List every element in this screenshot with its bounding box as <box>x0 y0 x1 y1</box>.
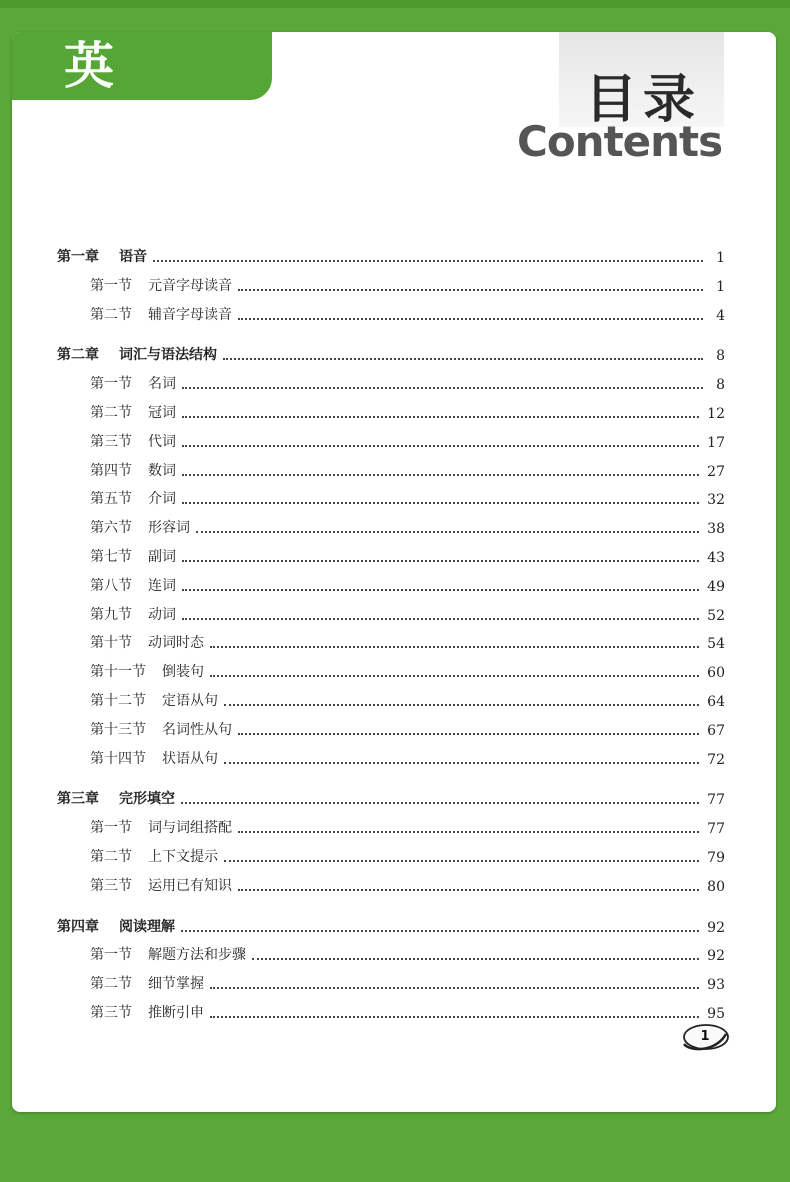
toc-chapter-row <box>57 914 725 936</box>
toc-page-number: 38 <box>707 521 725 538</box>
subject-tab: 英 语 <box>12 32 272 100</box>
dot-leader <box>224 860 699 862</box>
toc-entry-label <box>57 661 204 681</box>
toc-entry-label <box>57 460 176 480</box>
toc-section-row <box>57 544 725 566</box>
section-title: 元音字母读音 <box>148 277 232 294</box>
dot-leader <box>252 958 699 960</box>
section-title: 上下文提示 <box>148 849 218 865</box>
dot-leader <box>224 704 699 706</box>
toc-entry-label <box>57 944 246 964</box>
chapter-number: 第一章 <box>57 249 99 265</box>
toc-page-number: 32 <box>707 492 725 509</box>
section-title: 冠词 <box>148 405 176 421</box>
toc-section-row <box>57 515 725 537</box>
section-number: 第十四节 <box>90 750 146 767</box>
toc-page-number: 49 <box>707 578 725 595</box>
toc-entry-label <box>57 604 176 624</box>
dot-leader <box>238 831 699 833</box>
section-title: 状语从句 <box>162 750 218 767</box>
dot-leader <box>238 289 703 291</box>
toc-section-row <box>57 746 725 768</box>
toc-page-number: 54 <box>707 636 725 653</box>
toc-entry-label <box>57 488 176 508</box>
toc-entry-label <box>57 632 204 652</box>
toc-page-number: 60 <box>707 665 725 682</box>
toc-entry-label <box>57 690 218 710</box>
section-number: 第八节 <box>90 577 132 594</box>
toc-section-row <box>57 400 725 422</box>
dot-leader <box>182 560 699 562</box>
section-title: 定语从句 <box>162 693 218 709</box>
section-title: 运用已有知识 <box>148 877 232 894</box>
toc-page-number: 8 <box>716 348 725 365</box>
section-number: 第十三节 <box>90 721 146 738</box>
toc-title-english: Contents <box>517 117 723 166</box>
section-title: 介词 <box>148 491 176 508</box>
section-title: 词与词组搭配 <box>148 820 232 837</box>
chapter-title: 完形填空 <box>119 791 175 808</box>
section-number: 第一节 <box>90 277 132 294</box>
toc-entry-label <box>57 304 232 324</box>
toc-entry-label <box>57 973 204 993</box>
dot-leader <box>181 802 699 804</box>
toc-entry-label <box>57 846 218 866</box>
chapter-title: 语音 <box>119 249 147 265</box>
toc-section-row <box>57 602 725 624</box>
toc-entry-label <box>57 246 147 266</box>
section-number: 第九节 <box>90 606 132 623</box>
toc-page-number: 77 <box>707 821 725 838</box>
toc-page-number: 72 <box>707 751 725 768</box>
page-number: 1 <box>700 1029 710 1044</box>
toc-entry-label <box>57 402 176 422</box>
section-number: 第三节 <box>90 877 132 894</box>
toc-entry-label <box>57 719 232 739</box>
toc-section-row <box>57 429 725 451</box>
chapter-number: 第三章 <box>57 791 99 808</box>
dot-leader <box>223 358 703 360</box>
dot-leader <box>210 646 699 648</box>
toc-entry-label <box>57 817 232 837</box>
top-banner-strip <box>0 0 790 8</box>
toc-entry-label <box>57 575 176 595</box>
section-number: 第七节 <box>90 549 132 565</box>
toc-section-row <box>57 573 725 595</box>
toc-title: 目录 <box>585 70 702 130</box>
dot-leader <box>210 675 699 677</box>
toc-page-number: 1 <box>716 278 725 295</box>
toc-section-row <box>57 486 725 508</box>
section-title: 数词 <box>148 462 176 479</box>
section-number: 第一节 <box>90 947 132 964</box>
toc-section-row <box>57 971 725 993</box>
toc-section-row <box>57 942 725 964</box>
section-title: 细节掌握 <box>148 976 204 993</box>
chapter-number: 第二章 <box>57 347 99 364</box>
toc-page-number: 77 <box>707 792 725 809</box>
section-number: 第二节 <box>90 405 132 421</box>
toc-entry-label <box>57 431 176 451</box>
section-number: 第二节 <box>90 849 132 865</box>
section-number: 第三节 <box>90 1005 132 1021</box>
toc-entry-label <box>57 275 232 295</box>
toc-chapter-row <box>57 786 725 808</box>
section-number: 第二节 <box>90 306 132 323</box>
dot-leader <box>182 589 699 591</box>
section-number: 第十节 <box>90 635 132 652</box>
toc-page-number: 27 <box>707 463 725 480</box>
section-number: 第一节 <box>90 376 132 393</box>
dot-leader <box>181 930 699 932</box>
section-title: 推断引申 <box>148 1005 204 1021</box>
toc-page-number: 92 <box>707 919 725 936</box>
dot-leader <box>182 445 699 447</box>
toc-entry-label <box>57 517 190 537</box>
dot-leader <box>238 318 703 320</box>
section-number: 第十一节 <box>90 664 146 681</box>
section-title: 形容词 <box>148 520 190 537</box>
toc-page-number: 52 <box>707 607 725 624</box>
toc-page-number: 4 <box>716 307 725 324</box>
dot-leader <box>182 618 699 620</box>
toc-chapter-row <box>57 244 725 266</box>
dot-leader <box>182 416 699 418</box>
section-title: 名词性从句 <box>162 721 232 738</box>
toc-page-number: 80 <box>707 878 725 895</box>
section-title: 副词 <box>148 549 176 565</box>
toc-entry-label <box>57 916 175 936</box>
chapter-number: 第四章 <box>57 918 99 935</box>
section-number: 第一节 <box>90 820 132 837</box>
dot-leader <box>182 387 703 389</box>
toc-page-number: 64 <box>707 694 725 710</box>
toc-chapter-row <box>57 342 725 364</box>
book-page <box>12 32 776 1112</box>
toc-section-row <box>57 873 725 895</box>
section-number: 第十二节 <box>90 693 146 709</box>
chapter-title: 阅读理解 <box>119 918 175 935</box>
toc-section-row <box>57 688 725 710</box>
dot-leader <box>224 762 699 764</box>
toc-section-row <box>57 1000 725 1022</box>
toc-section-row <box>57 302 725 324</box>
section-title: 动词时态 <box>148 635 204 652</box>
dot-leader <box>238 733 699 735</box>
toc-entry-label <box>57 875 232 895</box>
section-title: 名词 <box>148 376 176 393</box>
toc-section-row <box>57 815 725 837</box>
section-number: 第三节 <box>90 433 132 450</box>
dot-leader <box>210 987 699 989</box>
toc-section-row <box>57 659 725 681</box>
toc-page-number: 95 <box>707 1006 725 1022</box>
toc-section-row <box>57 844 725 866</box>
toc-page-number: 8 <box>716 377 725 394</box>
toc-page-number: 93 <box>707 977 725 994</box>
section-title: 辅音字母读音 <box>148 306 232 323</box>
toc-page-number: 1 <box>716 250 725 266</box>
toc-entry-label <box>57 788 175 808</box>
toc-page-number: 92 <box>707 948 725 965</box>
toc-entry-label <box>57 373 176 393</box>
toc-page-number: 17 <box>707 434 725 451</box>
page-number-badge <box>680 1022 730 1052</box>
toc-page-number: 79 <box>707 850 725 866</box>
toc-section-row <box>57 273 725 295</box>
section-title: 解题方法和步骤 <box>148 947 246 964</box>
toc-page-number: 43 <box>707 550 725 566</box>
toc-page-number: 67 <box>707 722 725 739</box>
section-title: 倒装句 <box>162 664 204 681</box>
section-number: 第二节 <box>90 976 132 993</box>
toc-entry-label <box>57 748 218 768</box>
section-title: 代词 <box>148 433 176 450</box>
toc-page-number: 12 <box>707 406 725 422</box>
toc-section-row <box>57 717 725 739</box>
dot-leader <box>182 502 699 504</box>
dot-leader <box>196 531 699 533</box>
dot-leader <box>238 889 699 891</box>
dot-leader <box>153 260 703 262</box>
toc-entry-label <box>57 344 217 364</box>
section-number: 第五节 <box>90 491 132 508</box>
section-number: 第六节 <box>90 520 132 537</box>
toc-section-row <box>57 630 725 652</box>
toc-entry-label <box>57 546 176 566</box>
toc-section-row <box>57 371 725 393</box>
chapter-title: 词汇与语法结构 <box>119 347 217 364</box>
dot-leader <box>210 1016 699 1018</box>
section-title: 动词 <box>148 606 176 623</box>
toc-section-row <box>57 458 725 480</box>
section-title: 连词 <box>148 577 176 594</box>
section-number: 第四节 <box>90 462 132 479</box>
dot-leader <box>182 474 699 476</box>
toc-entry-label <box>57 1002 204 1022</box>
